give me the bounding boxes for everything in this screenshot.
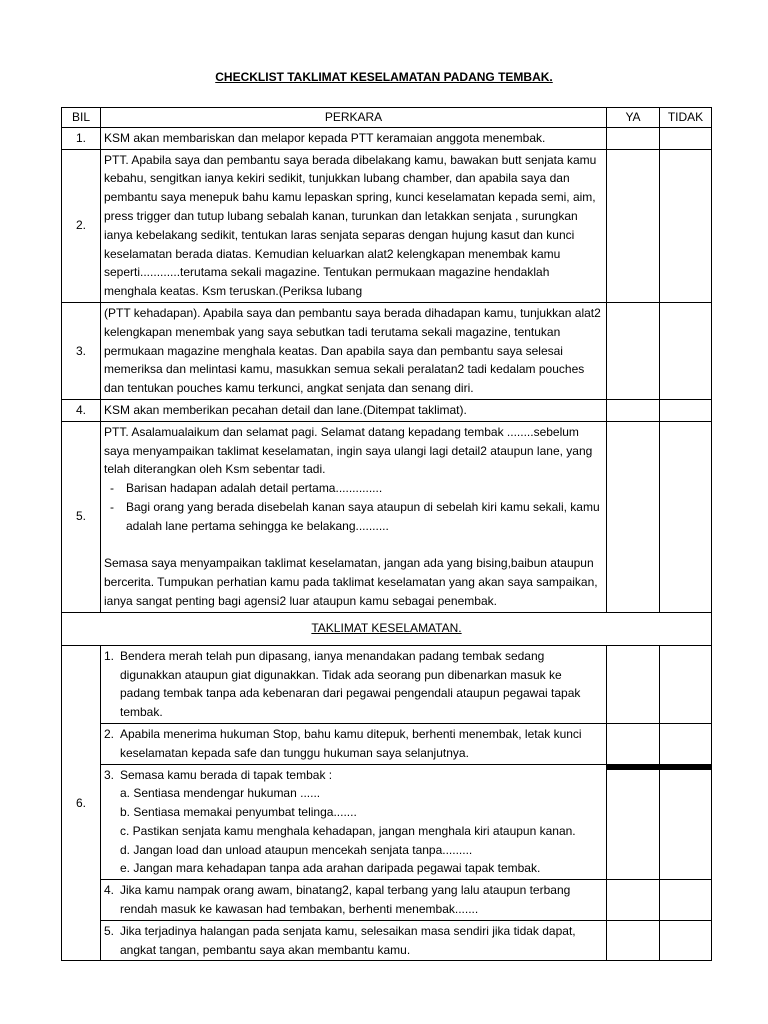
row-text: PTT. Apabila saya dan pembantu saya berada dibelakang kamu, bawakan butt senjata kamu kebahu, sengitkan ianya kekiri sedikit, tunjukkan lubang chamber, dan apabila saya dan pembantu saya menepuk bahu kamu lepaskan spring, kunci keselamatan kepada semi, aim, press trigger dan tutup lubang sebalah kanan, turunkan dan letakkan senjata , surungkan ianya kebelakang sedikit, tentukan laras senjata separas dengan hujung kasut dan kunci keselamatan berada diatas. Kemudian keluarkan alat2 kelengkapan menembak kamu seperti............terutama sekali magazine. Tentukan permukaan magazine hendaklah menghala keatas. Ksm teruskan.(Periksa lubang [101, 149, 607, 302]
briefing-item [101, 880, 607, 921]
tidak-checkbox-cell[interactable] [660, 149, 712, 302]
sub-item: a. Sentiasa mendengar hukuman ...... [120, 786, 321, 801]
header-ya: YA [607, 108, 660, 128]
row-number: 1. [62, 127, 101, 149]
item-text: Jika kamu nampak orang awam, binatang2, kapal terbang yang lalu ataupun terbang rendah masuk ke kawasan had tembakan, berhenti menembak....... [120, 883, 571, 917]
ya-checkbox-cell[interactable] [607, 723, 660, 764]
table-row [62, 127, 712, 149]
ya-checkbox-cell[interactable] [607, 302, 660, 399]
section-title: TAKLIMAT KESELAMATAN. [62, 612, 712, 645]
ya-checkbox-cell[interactable] [607, 920, 660, 961]
row-number: 4. [62, 399, 101, 421]
briefing-item [101, 764, 607, 880]
tidak-checkbox-cell[interactable] [660, 880, 712, 921]
tidak-checkbox-cell[interactable] [660, 769, 711, 770]
tidak-checkbox-cell[interactable] [660, 645, 712, 723]
table-row [62, 723, 712, 764]
row-intro: PTT. Asalamualaikum dan selamat pagi. Selamat datang kepadang tembak ........sebelum saya menyampaikan taklimat keselamatan, ingin saya ulangi lagi detail2 ataupun lane, yang telah diterangkan oleh Ksm sebentar tadi. [104, 424, 593, 477]
row-text: KSM akan memberikan pecahan detail dan lane.(Ditempat taklimat). [101, 399, 607, 421]
table-row [62, 764, 712, 880]
briefing-item [101, 920, 607, 961]
header-row [62, 108, 712, 128]
tidak-checkbox-cell[interactable] [660, 302, 712, 399]
row-number: 5. [62, 421, 101, 612]
tidak-checkbox-cell[interactable] [660, 723, 712, 764]
ya-checkbox-cell[interactable] [607, 880, 660, 921]
table-row [62, 920, 712, 961]
ya-checkbox-cell[interactable] [607, 645, 660, 723]
detail-list [104, 479, 603, 535]
table-row [62, 302, 712, 399]
ya-checkbox-cell[interactable] [607, 399, 660, 421]
item-text: Jika terjadinya halangan pada senjata kamu, selesaikan masa sendiri jika tidak dapat, angkat tangan, pembantu saya akan membantu kamu. [120, 923, 576, 957]
table-row [62, 399, 712, 421]
tidak-checkbox-cell[interactable] [660, 399, 712, 421]
table-row [62, 421, 712, 612]
item-text: Apabila menerima hukuman Stop, bahu kamu ditepuk, berhenti menembak, letak kunci keselamatan kepada safe dan tunggu hukuman saya selanjutnya. [120, 726, 582, 760]
sub-item: e. Jangan mara kehadapan tanpa ada arahan daripada pegawai tapak tembak. [120, 861, 541, 876]
sub-item: d. Jangan load dan unload ataupun mencekah senjata tanpa......... [120, 842, 473, 857]
sub-item: c. Pastikan senjata kamu menghala kehadapan, jangan menghala kiri ataupun kanan. [120, 823, 576, 838]
tidak-checkbox-cell[interactable] [660, 920, 712, 961]
tidak-checkbox-cell[interactable] [660, 421, 712, 612]
list-item: - Bagi orang yang berada disebelah kanan saya ataupun di sebelah kiri kamu sekali, kamu adalah lane pertama sehingga ke belakang.......... [126, 498, 603, 536]
section-row [62, 612, 712, 645]
header-tidak: TIDAK [660, 108, 712, 128]
checklist-table [61, 107, 712, 961]
ya-checkbox-group [607, 764, 660, 880]
ya-checkbox-cell[interactable] [607, 769, 659, 770]
table-row [62, 880, 712, 921]
item-number: 3. [104, 767, 115, 782]
item-number: 2. [104, 726, 115, 741]
row-outro: Semasa saya menyampaikan taklimat keselamatan, jangan ada yang bising,baibun ataupun bercerita. Tumpukan perhatian kamu pada taklimat keselamatan yang akan saya sampaikan, ianya sangat penting bagi agensi2 luar ataupun kamu sebagai penembak. [104, 556, 598, 608]
ya-checkbox-cell[interactable] [607, 421, 660, 612]
ya-checkbox-cell[interactable] [607, 127, 660, 149]
item-text: Semasa kamu berada di tapak tembak : [120, 767, 333, 782]
item-text: Bendera merah telah pun dipasang, ianya menandakan padang tembak sedang digunakkan ataupun giat digunakkan. Tidak ada seorang pun dibenarkan masuk ke padang tembak tanpa ada kebenaran dari pegawai pengendali ataupun pegawai tapak tembak. [120, 648, 581, 720]
sub-item: b. Sentiasa memakai penyumbat telinga....... [120, 805, 357, 820]
row-number: 2. [62, 149, 101, 302]
row-number: 6. [62, 645, 101, 961]
row-text [101, 421, 607, 612]
row-text: KSM akan membariskan dan melapor kepada PTT keramaian anggota menembak. [101, 127, 607, 149]
table-row [62, 149, 712, 302]
header-bil: BIL [62, 108, 101, 128]
tidak-checkbox-cell[interactable] [660, 127, 712, 149]
item-number: 1. [104, 648, 115, 663]
ya-checkbox-cell[interactable] [607, 149, 660, 302]
briefing-item [101, 645, 607, 723]
item-number: 4. [104, 883, 115, 898]
table-row [62, 645, 712, 723]
briefing-item [101, 723, 607, 764]
document-title: CHECKLIST TAKLIMAT KESELAMATAN PADANG TEMBAK. [215, 70, 553, 84]
tidak-checkbox-group [660, 764, 712, 880]
row-text: (PTT kehadapan). Apabila saya dan pembantu saya berada dihadapan kamu, tunjukkan alat2 kelengkapan menembak yang saya sebutkan tadi terutama sekali magazine, tentukan permukaan magazine menghala keatas. Dan apabila saya dan pembantu saya selesai memeriksa dan melintasi kamu, masukkan semua sekali peralatan2 tadi kedalam pouches dan tentukan pouches kamu terkunci, angkat senjata dan senang diri. [101, 302, 607, 399]
header-perkara: PERKARA [101, 108, 607, 128]
list-item: - Barisan hadapan adalah detail pertama.............. [126, 479, 603, 498]
item-number: 5. [104, 923, 115, 938]
row-number: 3. [62, 302, 101, 399]
